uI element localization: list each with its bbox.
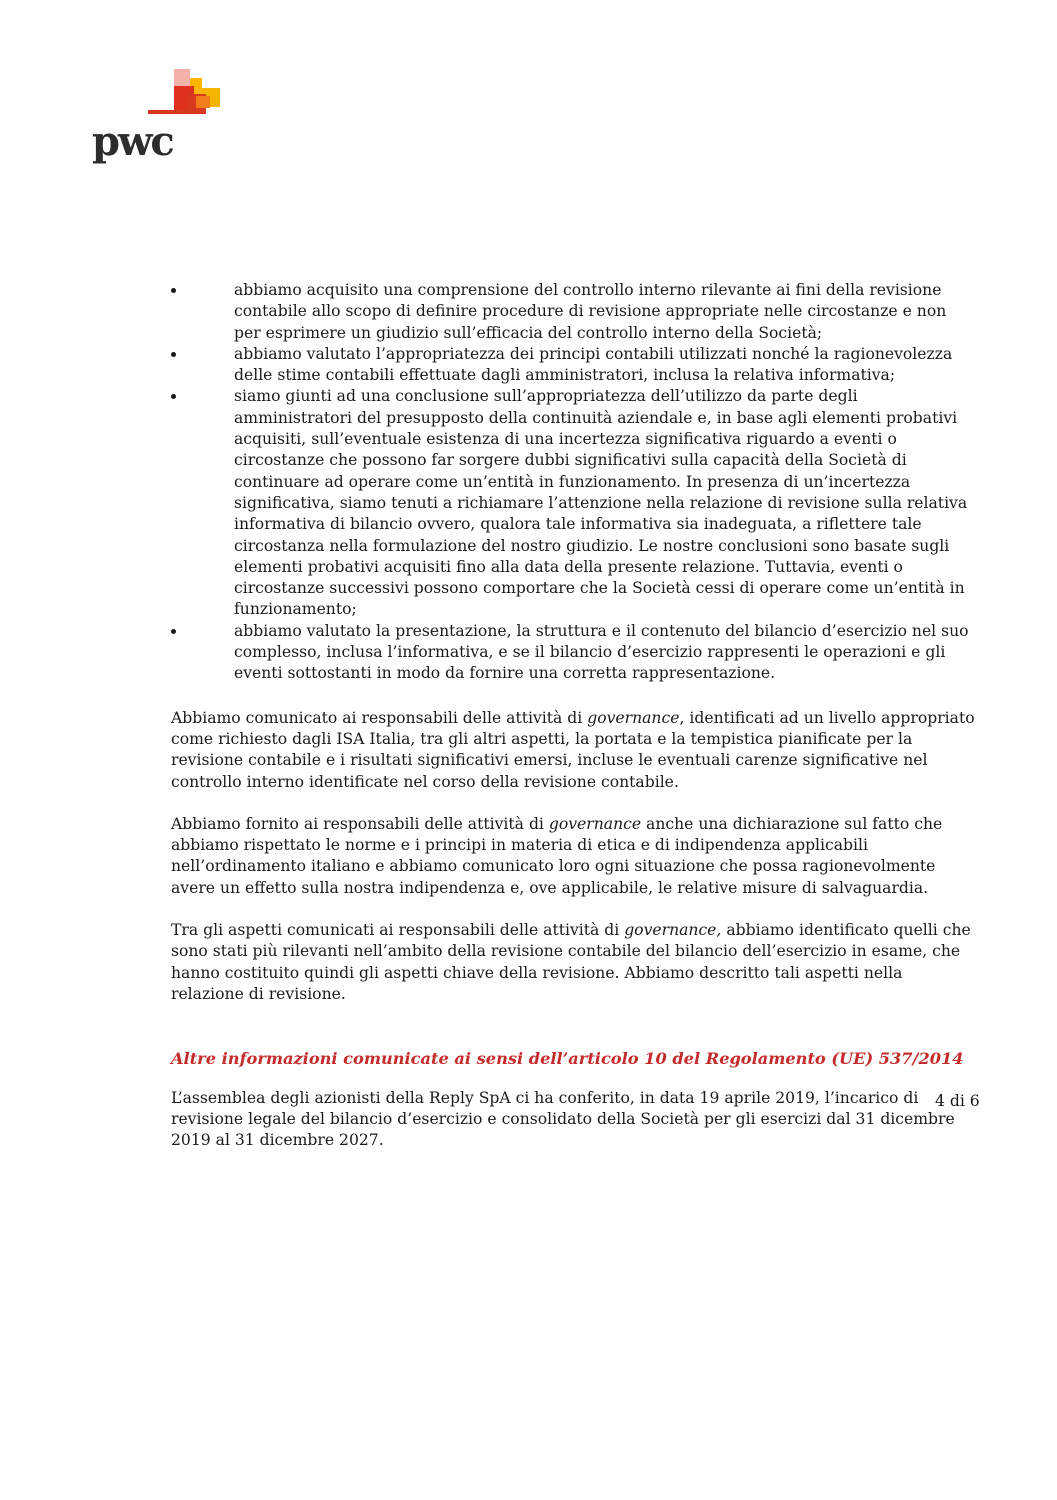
- document-body: [171, 280, 977, 1151]
- section-paragraph: L’assemblea degli azionisti della Reply SpA ci ha conferito, in data 19 aprile 2019, l’incarico di revisione legale del bilancio d’esercizio e consolidato della Società per gli esercizi dal 31 dicembre 2019 al 31 dicembre 2027.: [171, 1088, 955, 1150]
- list-item: siamo giunti ad una conclusione sull’appropriatezza dell’utilizzo da parte degli amministratori del presupposto della continuità aziendale e, in base agli elementi probativi acquisiti, sull’eventuale esistenza di una incertezza significativa riguardo a eventi o circostanze che possono far sorgere dubbi significativi sulla capacità della Società di continuare ad operare come un’entità in funzionamento. In presenza di un’incertezza significativa, siamo tenuti a richiamare l’attenzione nella relazione di revisione sulla relativa informativa di bilancio ovvero, qualora tale informativa sia inadeguata, a riflettere tale circostanza nella formulazione del nostro giudizio. Le nostre conclusioni sono basate sugli elementi probativi acquisiti fino alla data della presente relazione. Tuttavia, eventi o circostanze successivi possono comportare che la Società cessi di operare come un’entità in funzionamento;: [171, 386, 977, 620]
- bullet-icon: [171, 352, 176, 357]
- bullet-icon: [171, 394, 176, 399]
- list-item: abbiamo valutato l’appropriatezza dei principi contabili utilizzati nonché la ragionevolezza delle stime contabili effettuate dagli amministratori, inclusa la relativa informativa;: [171, 344, 977, 387]
- paragraph-independence-statement: Abbiamo fornito ai responsabili delle attività di governance anche una dichiarazione sul fatto che abbiamo rispettato le norme e i principi in materia di etica e di indipendenza applicabili nell’ordinamento italiano e abbiamo comunicato loro ogni situazione che possa ragionevolmente avere un effetto sulla nostra indipendenza e, ove applicabile, le relative misure di salvaguardia.: [171, 814, 943, 897]
- paragraph-governance-communication: Abbiamo comunicato ai responsabili delle attività di governance, identificati ad un livello appropriato come richiesto dagli ISA Italia, tra gli altri aspetti, la portata e la tempistica pianificate per la revisione contabile e i risultati significativi emersi, incluse le eventuali carenze significative nel controllo interno identificate nel corso della revisione contabile.: [171, 708, 975, 791]
- page-number: 4 di 6: [935, 1092, 980, 1110]
- pwc-logo-mark: [92, 66, 222, 126]
- list-item: abbiamo acquisito una comprensione del controllo interno rilevante ai fini della revisione contabile allo scopo di definire procedure di revisione appropriate nelle circostanze e non per esprimere un giudizio sull’efficacia del controllo interno della Società;: [171, 280, 977, 344]
- list-item: abbiamo valutato la presentazione, la struttura e il contenuto del bilancio d’esercizio nel suo complesso, inclusa l’informativa, e se il bilancio d’esercizio rappresenti le operazioni e gli eventi sottostanti in modo da fornire una corretta rappresentazione.: [171, 621, 977, 685]
- pwc-logo: [92, 66, 222, 166]
- section-heading: Altre informazioni comunicate ai sensi dell’articolo 10 del Regolamento (UE) 537/2014: [171, 1049, 964, 1069]
- paragraph-key-audit-matters: Tra gli aspetti comunicati ai responsabili delle attività di governance, abbiamo identificato quelli che sono stati più rilevanti nell’ambito della revisione contabile del bilancio dell’esercizio in esame, che hanno costituito quindi gli aspetti chiave della revisione. Abbiamo descritto tali aspetti nella relazione di revisione.: [171, 921, 971, 1003]
- bullet-icon: [171, 629, 176, 634]
- bullet-list: [171, 280, 977, 685]
- pwc-wordmark: pwc: [92, 118, 173, 165]
- bullet-icon: [171, 288, 176, 293]
